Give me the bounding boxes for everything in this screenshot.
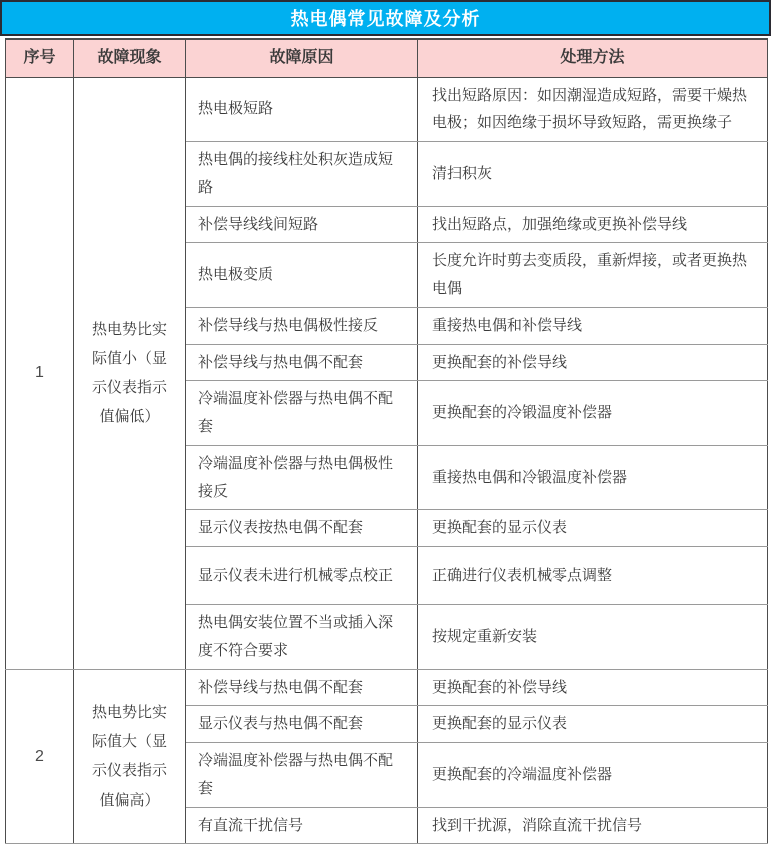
header-col-cause: 故障原因	[186, 39, 418, 77]
fault-cause: 显示仪表与热电偶不配套	[186, 706, 418, 743]
group-number: 1	[6, 77, 74, 669]
group-number: 2	[6, 669, 74, 844]
fault-cause: 补偿导线与热电偶不配套	[186, 669, 418, 706]
page-title: 热电偶常见故障及分析	[290, 9, 481, 29]
fault-method: 更换配套的显示仪表	[418, 706, 768, 743]
table-title-bar	[0, 0, 771, 36]
fault-cause: 补偿导线与热电偶不配套	[186, 344, 418, 381]
fault-method: 更换配套的显示仪表	[418, 510, 768, 547]
fault-method: 找出短路点，加强绝缘或更换补偿导线	[418, 206, 768, 243]
fault-phenomenon: 热电势比实际值小（显示仪表指示值偏低）	[74, 77, 186, 669]
fault-method: 正确进行仪表机械零点调整	[418, 547, 768, 605]
fault-method: 更换配套的补偿导线	[418, 344, 768, 381]
fault-cause: 热电极短路	[186, 77, 418, 142]
fault-cause: 显示仪表按热电偶不配套	[186, 510, 418, 547]
fault-method: 更换配套的补偿导线	[418, 669, 768, 706]
fault-phenomenon: 热电势比实际值大（显示仪表指示值偏高）	[74, 669, 186, 844]
header-col-phenomenon: 故障现象	[74, 39, 186, 77]
fault-method: 长度允许时剪去变质段，重新焊接，或者更换热电偶	[418, 243, 768, 308]
fault-method: 找到干扰源，消除直流干扰信号	[418, 807, 768, 844]
fault-table	[5, 38, 768, 844]
fault-cause: 补偿导线线间短路	[186, 206, 418, 243]
fault-cause: 有直流干扰信号	[186, 807, 418, 844]
fault-cause: 热电极变质	[186, 243, 418, 308]
fault-method: 清扫积灰	[418, 142, 768, 207]
fault-cause: 显示仪表未进行机械零点校正	[186, 547, 418, 605]
fault-method: 更换配套的冷锻温度补偿器	[418, 381, 768, 446]
fault-cause: 冷端温度补偿器与热电偶极性接反	[186, 445, 418, 510]
fault-cause: 冷端温度补偿器与热电偶不配套	[186, 743, 418, 808]
fault-method: 按规定重新安装	[418, 605, 768, 670]
fault-cause: 补偿导线与热电偶极性接反	[186, 307, 418, 344]
fault-cause: 热电偶安装位置不当或插入深度不符合要求	[186, 605, 418, 670]
table-row	[6, 77, 768, 142]
header-col-method: 处理方法	[418, 39, 768, 77]
fault-method: 重接热电偶和补偿导线	[418, 307, 768, 344]
table-row	[6, 669, 768, 706]
fault-method: 找出短路原因：如因潮湿造成短路，需要干燥热电极；如因绝缘于损坏导致短路，需更换缘子	[418, 77, 768, 142]
fault-method: 更换配套的冷端温度补偿器	[418, 743, 768, 808]
table-header-row	[6, 39, 768, 77]
fault-cause: 热电偶的接线柱处积灰造成短路	[186, 142, 418, 207]
fault-method: 重接热电偶和冷锻温度补偿器	[418, 445, 768, 510]
fault-cause: 冷端温度补偿器与热电偶不配套	[186, 381, 418, 446]
header-col-no: 序号	[6, 39, 74, 77]
